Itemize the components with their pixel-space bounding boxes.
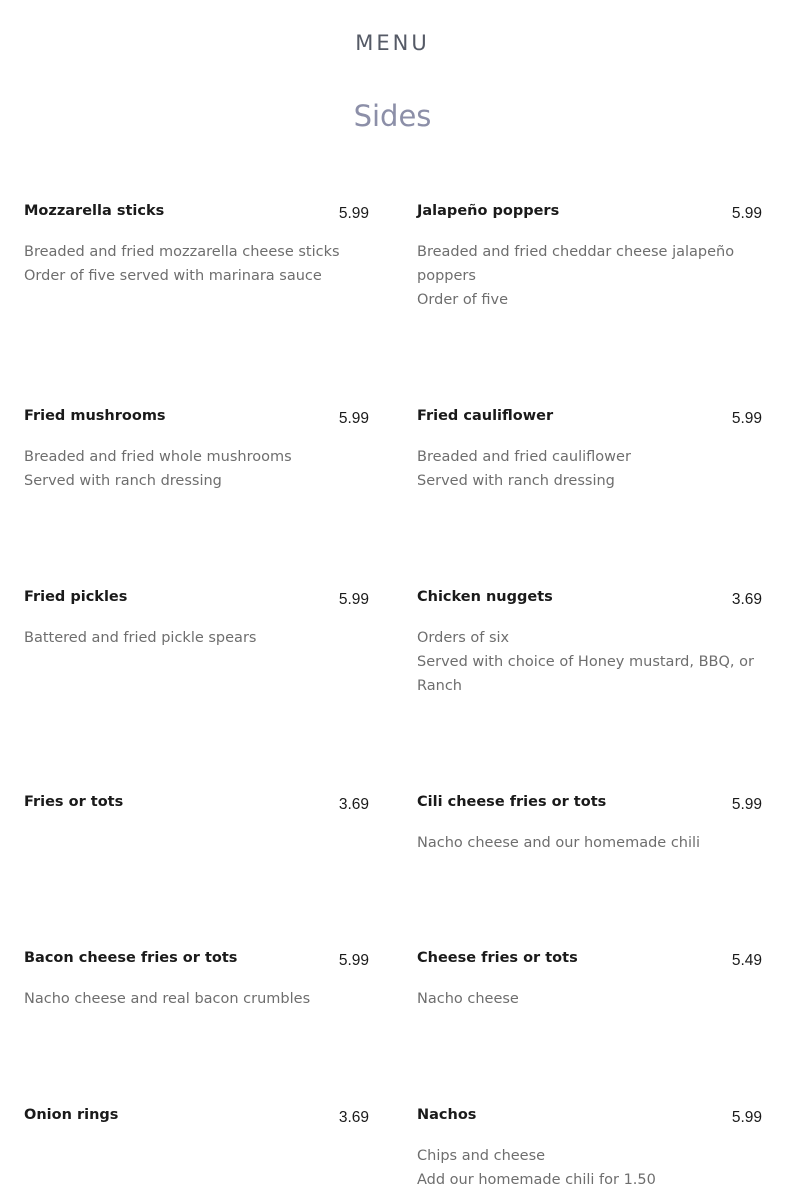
menu-item-name: Chicken nuggets — [417, 589, 553, 605]
menu-item — [24, 948, 369, 1011]
menu-item-description-line: Breaded and fried cheddar cheese jalapeño — [417, 244, 735, 260]
menu-item-price: 5.99 — [338, 410, 369, 427]
menu-item-description-line: Served with ranch dressing — [24, 473, 222, 489]
menu-item-description-line: Breaded and fried mozzarella cheese sticks — [24, 244, 340, 260]
menu-item-description — [417, 1144, 762, 1192]
menu-item-header — [417, 406, 762, 430]
menu-item-description-line: Breaded and fried whole mushrooms — [24, 449, 292, 465]
menu-item-header — [24, 201, 369, 225]
menu-item-description-line: Breaded and fried cauliflower — [417, 449, 631, 465]
menu-item-price: 5.99 — [338, 205, 369, 222]
menu-heading: MENU — [355, 31, 430, 55]
menu-item-description — [24, 987, 369, 1011]
menu-item-description-line: Order of five — [417, 292, 509, 308]
menu-item-name: Fried cauliflower — [417, 408, 554, 424]
menu-item-price: 3.69 — [338, 1109, 369, 1126]
menu-item-price: 3.69 — [338, 796, 369, 813]
menu-item-price: 5.99 — [731, 1109, 762, 1126]
menu-item-price: 5.99 — [338, 952, 369, 969]
menu-item-price: 5.99 — [731, 410, 762, 427]
menu-item-header — [24, 1105, 369, 1129]
menu-item-price: 5.99 — [338, 591, 369, 608]
menu-item — [417, 792, 762, 855]
menu-item-header — [417, 587, 762, 611]
menu-item-description-line: Order of five served with marinara sauce — [24, 268, 322, 284]
menu-item-name: Fried pickles — [24, 589, 128, 605]
menu-item-header — [417, 792, 762, 816]
menu-item-name: Fries or tots — [24, 794, 124, 810]
menu-item-description — [24, 626, 369, 650]
menu-item-description-line: Ranch — [417, 678, 462, 694]
menu-item-description-line: poppers — [417, 268, 476, 284]
menu-item-name: Cheese fries or tots — [417, 950, 578, 966]
menu-item-description-line: Orders of six — [417, 630, 510, 646]
menu-item-description — [417, 445, 762, 493]
menu-item-name: Cili cheese fries or tots — [417, 794, 607, 810]
menu-item-name: Onion rings — [24, 1107, 119, 1123]
menu-item — [417, 201, 762, 312]
menu-item — [24, 406, 369, 493]
menu-item-name: Mozzarella sticks — [24, 203, 165, 219]
menu-item-description — [24, 445, 369, 493]
menu-item — [24, 587, 369, 650]
menu-item — [417, 406, 762, 493]
menu-item-price: 3.69 — [731, 591, 762, 608]
menu-item-description-line: Battered and fried pickle spears — [24, 630, 257, 646]
menu-item-description — [417, 831, 762, 855]
menu-item — [24, 792, 369, 816]
menu-item-description-line: Chips and cheese — [417, 1148, 546, 1164]
menu-item — [24, 1105, 369, 1129]
menu-item-header — [24, 406, 369, 430]
menu-item-price: 5.99 — [731, 796, 762, 813]
menu-item — [417, 1105, 762, 1192]
menu-item-description — [417, 240, 762, 312]
menu-item-name: Bacon cheese fries or tots — [24, 950, 238, 966]
menu-item-description-line: Nacho cheese and our homemade chili — [417, 835, 701, 851]
menu-item — [417, 587, 762, 698]
menu-item-name: Nachos — [417, 1107, 477, 1123]
menu-item-description-line: Nacho cheese — [417, 991, 519, 1007]
menu-item-name: Fried mushrooms — [24, 408, 166, 424]
menu-item — [24, 201, 369, 288]
menu-item — [417, 948, 762, 1011]
menu-item-price: 5.49 — [731, 952, 762, 969]
menu-item-description — [417, 987, 762, 1011]
menu-item-header — [24, 792, 369, 816]
menu-item-description — [417, 626, 762, 698]
menu-item-header — [24, 948, 369, 972]
menu-item-header — [24, 587, 369, 611]
section-title-sides: Sides — [353, 99, 432, 133]
menu-item-description-line: Nacho cheese and real bacon crumbles — [24, 991, 311, 1007]
menu-item-description-line: Served with choice of Honey mustard, BBQ, or — [417, 654, 754, 670]
menu-item-header — [417, 201, 762, 225]
menu-item-header — [417, 1105, 762, 1129]
menu-item-name: Jalapeño poppers — [417, 203, 560, 219]
menu-item-description-line: Served with ranch dressing — [417, 473, 615, 489]
menu-item-description — [24, 240, 369, 288]
menu-item-price: 5.99 — [731, 205, 762, 222]
menu-item-description-line: Add our homemade chili for 1.50 — [417, 1172, 656, 1188]
menu-item-header — [417, 948, 762, 972]
